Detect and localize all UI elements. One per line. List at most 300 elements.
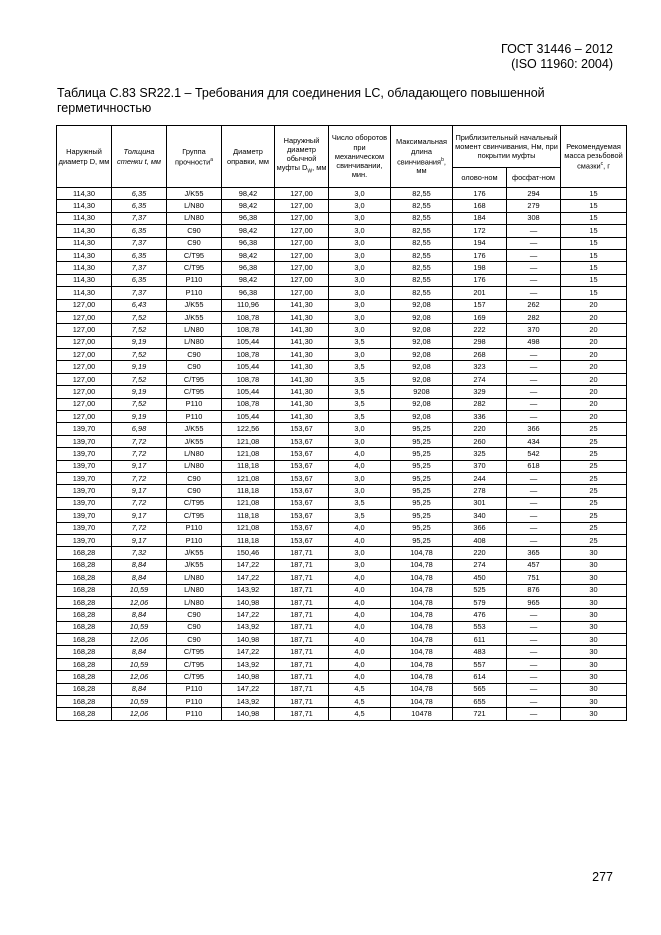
cell-strength-group: J/K55 (167, 188, 222, 200)
cell-torque-phosphate: 262 (507, 299, 561, 311)
cell-torque-phosphate: — (507, 658, 561, 670)
table-row (57, 472, 627, 484)
cell-wall-thickness: 7,52 (112, 373, 167, 385)
cell-compound-mass: 25 (561, 522, 627, 534)
cell-drift-diameter: 108,78 (222, 349, 275, 361)
cell-coupling-diameter: 153,67 (275, 472, 329, 484)
iso-reference: (ISO 11960: 2004) (511, 57, 613, 71)
cell-drift-diameter: 140,98 (222, 708, 275, 720)
cell-max-makeup-length: 82,55 (391, 237, 453, 249)
cell-outer-diameter: 139,70 (57, 497, 112, 509)
cell-outer-diameter: 127,00 (57, 398, 112, 410)
cell-wall-thickness: 7,37 (112, 287, 167, 299)
cell-outer-diameter: 114,30 (57, 200, 112, 212)
header-max-makeup-length: Максимальная длина свинчивания$^b$, мм (391, 126, 453, 188)
document-header (501, 42, 613, 72)
cell-drift-diameter: 108,78 (222, 398, 275, 410)
cell-outer-diameter: 168,28 (57, 572, 112, 584)
cell-wall-thickness: 7,37 (112, 212, 167, 224)
cell-outer-diameter: 168,28 (57, 671, 112, 683)
cell-wall-thickness: 8,84 (112, 559, 167, 571)
table-row (57, 621, 627, 633)
table-row (57, 448, 627, 460)
cell-strength-group: C90 (167, 609, 222, 621)
coupling-requirements-table (56, 125, 627, 721)
cell-drift-diameter: 105,44 (222, 361, 275, 373)
cell-strength-group: C/T95 (167, 658, 222, 670)
table-row (57, 336, 627, 348)
cell-coupling-diameter: 141,30 (275, 311, 329, 323)
cell-coupling-diameter: 127,00 (275, 200, 329, 212)
cell-torque-tin: 614 (453, 671, 507, 683)
cell-coupling-diameter: 153,67 (275, 423, 329, 435)
cell-min-turns: 4,0 (329, 646, 391, 658)
cell-compound-mass: 20 (561, 299, 627, 311)
cell-min-turns: 3,0 (329, 225, 391, 237)
cell-min-turns: 4,5 (329, 696, 391, 708)
cell-outer-diameter: 127,00 (57, 373, 112, 385)
cell-drift-diameter: 121,08 (222, 435, 275, 447)
cell-min-turns: 4,0 (329, 534, 391, 546)
cell-coupling-diameter: 141,30 (275, 411, 329, 423)
cell-strength-group: L/N80 (167, 324, 222, 336)
table-row (57, 460, 627, 472)
cell-max-makeup-length: 95,25 (391, 534, 453, 546)
header-outer-diameter: Наружный диаметр D, мм (57, 126, 112, 188)
cell-outer-diameter: 139,70 (57, 522, 112, 534)
cell-wall-thickness: 10,59 (112, 696, 167, 708)
cell-max-makeup-length: 92,08 (391, 373, 453, 385)
cell-min-turns: 4,0 (329, 460, 391, 472)
cell-compound-mass: 15 (561, 237, 627, 249)
cell-torque-tin: 525 (453, 584, 507, 596)
cell-torque-tin: 476 (453, 609, 507, 621)
cell-compound-mass: 25 (561, 423, 627, 435)
cell-max-makeup-length: 82,55 (391, 200, 453, 212)
table-row (57, 584, 627, 596)
cell-wall-thickness: 12,06 (112, 671, 167, 683)
cell-drift-diameter: 98,42 (222, 249, 275, 261)
table-row (57, 349, 627, 361)
cell-wall-thickness: 6,35 (112, 200, 167, 212)
cell-max-makeup-length: 95,25 (391, 522, 453, 534)
cell-torque-tin: 282 (453, 398, 507, 410)
cell-torque-phosphate: — (507, 373, 561, 385)
table-row (57, 274, 627, 286)
cell-strength-group: C90 (167, 225, 222, 237)
cell-compound-mass: 30 (561, 609, 627, 621)
cell-torque-phosphate: — (507, 398, 561, 410)
cell-compound-mass: 25 (561, 460, 627, 472)
cell-max-makeup-length: 104,78 (391, 658, 453, 670)
cell-drift-diameter: 147,22 (222, 559, 275, 571)
cell-min-turns: 3,0 (329, 299, 391, 311)
table-row (57, 262, 627, 274)
cell-coupling-diameter: 187,71 (275, 646, 329, 658)
cell-wall-thickness: 12,06 (112, 634, 167, 646)
cell-outer-diameter: 168,28 (57, 708, 112, 720)
cell-drift-diameter: 118,18 (222, 460, 275, 472)
cell-wall-thickness: 9,19 (112, 336, 167, 348)
cell-outer-diameter: 127,00 (57, 336, 112, 348)
table-row (57, 237, 627, 249)
cell-coupling-diameter: 153,67 (275, 435, 329, 447)
cell-coupling-diameter: 153,67 (275, 497, 329, 509)
cell-wall-thickness: 7,37 (112, 237, 167, 249)
cell-drift-diameter: 143,92 (222, 621, 275, 633)
cell-torque-tin: 565 (453, 683, 507, 695)
cell-outer-diameter: 127,00 (57, 311, 112, 323)
cell-compound-mass: 30 (561, 683, 627, 695)
cell-torque-phosphate: 308 (507, 212, 561, 224)
cell-wall-thickness: 7,72 (112, 522, 167, 534)
cell-outer-diameter: 168,28 (57, 559, 112, 571)
cell-strength-group: J/K55 (167, 299, 222, 311)
cell-torque-phosphate: 457 (507, 559, 561, 571)
cell-drift-diameter: 98,42 (222, 200, 275, 212)
table-row (57, 547, 627, 559)
cell-drift-diameter: 96,38 (222, 287, 275, 299)
cell-min-turns: 4,0 (329, 621, 391, 633)
page-number: 277 (592, 870, 613, 884)
cell-coupling-diameter: 127,00 (275, 262, 329, 274)
cell-torque-tin: 222 (453, 324, 507, 336)
cell-drift-diameter: 98,42 (222, 225, 275, 237)
cell-strength-group: C/T95 (167, 386, 222, 398)
cell-torque-tin: 450 (453, 572, 507, 584)
cell-compound-mass: 25 (561, 472, 627, 484)
cell-max-makeup-length: 82,55 (391, 188, 453, 200)
cell-compound-mass: 20 (561, 398, 627, 410)
cell-compound-mass: 30 (561, 646, 627, 658)
cell-wall-thickness: 8,84 (112, 572, 167, 584)
cell-strength-group: C90 (167, 472, 222, 484)
cell-coupling-diameter: 127,00 (275, 188, 329, 200)
cell-max-makeup-length: 92,08 (391, 336, 453, 348)
cell-coupling-diameter: 153,67 (275, 448, 329, 460)
cell-strength-group: J/K55 (167, 547, 222, 559)
cell-coupling-diameter: 153,67 (275, 522, 329, 534)
cell-compound-mass: 20 (561, 386, 627, 398)
cell-compound-mass: 30 (561, 547, 627, 559)
table-row (57, 696, 627, 708)
cell-drift-diameter: 96,38 (222, 237, 275, 249)
cell-drift-diameter: 147,22 (222, 609, 275, 621)
cell-coupling-diameter: 187,71 (275, 559, 329, 571)
table-row (57, 249, 627, 261)
cell-max-makeup-length: 104,78 (391, 671, 453, 683)
table-row (57, 510, 627, 522)
cell-max-makeup-length: 92,08 (391, 361, 453, 373)
table-row (57, 671, 627, 683)
cell-max-makeup-length: 92,08 (391, 311, 453, 323)
cell-compound-mass: 30 (561, 596, 627, 608)
cell-coupling-diameter: 153,67 (275, 485, 329, 497)
cell-drift-diameter: 121,08 (222, 522, 275, 534)
cell-torque-phosphate: 282 (507, 311, 561, 323)
cell-strength-group: L/N80 (167, 596, 222, 608)
cell-torque-tin: 169 (453, 311, 507, 323)
cell-min-turns: 4,0 (329, 584, 391, 596)
table-row (57, 497, 627, 509)
cell-wall-thickness: 9,17 (112, 460, 167, 472)
cell-wall-thickness: 6,35 (112, 188, 167, 200)
cell-strength-group: L/N80 (167, 460, 222, 472)
cell-max-makeup-length: 92,08 (391, 299, 453, 311)
header-phosphate-coating: фосфат-ном (507, 168, 561, 188)
cell-drift-diameter: 147,22 (222, 646, 275, 658)
cell-torque-phosphate: — (507, 621, 561, 633)
cell-torque-tin: 268 (453, 349, 507, 361)
cell-min-turns: 3,5 (329, 361, 391, 373)
cell-drift-diameter: 105,44 (222, 336, 275, 348)
cell-outer-diameter: 168,28 (57, 658, 112, 670)
cell-compound-mass: 20 (561, 349, 627, 361)
cell-torque-tin: 721 (453, 708, 507, 720)
cell-coupling-diameter: 141,30 (275, 398, 329, 410)
cell-outer-diameter: 168,28 (57, 547, 112, 559)
cell-min-turns: 3,0 (329, 311, 391, 323)
cell-min-turns: 4,0 (329, 522, 391, 534)
cell-torque-phosphate: 365 (507, 547, 561, 559)
header-thread-compound-mass: Рекомендуемая масса резьбовой смазки$^c$, г (561, 126, 627, 188)
cell-min-turns: 4,0 (329, 609, 391, 621)
cell-compound-mass: 15 (561, 287, 627, 299)
cell-torque-tin: 260 (453, 435, 507, 447)
cell-torque-tin: 557 (453, 658, 507, 670)
table-caption: Таблица С.83 SR22.1 – Требования для соединения LC, обладающего повышенной герметичностью (57, 86, 545, 115)
cell-max-makeup-length: 95,25 (391, 448, 453, 460)
cell-drift-diameter: 98,42 (222, 274, 275, 286)
cell-torque-phosphate: 751 (507, 572, 561, 584)
cell-strength-group: L/N80 (167, 448, 222, 460)
cell-outer-diameter: 168,28 (57, 584, 112, 596)
cell-min-turns: 3,0 (329, 485, 391, 497)
cell-wall-thickness: 10,59 (112, 621, 167, 633)
cell-torque-tin: 298 (453, 336, 507, 348)
standard-number: ГОСТ 31446 – 2012 (501, 42, 613, 56)
cell-max-makeup-length: 92,08 (391, 398, 453, 410)
cell-min-turns: 4,5 (329, 683, 391, 695)
cell-torque-tin: 336 (453, 411, 507, 423)
cell-coupling-diameter: 141,30 (275, 299, 329, 311)
cell-strength-group: P110 (167, 274, 222, 286)
cell-torque-phosphate: 434 (507, 435, 561, 447)
table-row (57, 287, 627, 299)
cell-min-turns: 4,0 (329, 671, 391, 683)
cell-drift-diameter: 105,44 (222, 386, 275, 398)
cell-torque-phosphate: 366 (507, 423, 561, 435)
cell-compound-mass: 15 (561, 225, 627, 237)
cell-wall-thickness: 6,35 (112, 249, 167, 261)
table-row (57, 225, 627, 237)
table-row (57, 311, 627, 323)
cell-drift-diameter: 143,92 (222, 584, 275, 596)
cell-torque-phosphate: — (507, 287, 561, 299)
cell-torque-phosphate: — (507, 609, 561, 621)
cell-drift-diameter: 96,38 (222, 262, 275, 274)
cell-strength-group: C/T95 (167, 249, 222, 261)
cell-min-turns: 3,0 (329, 237, 391, 249)
table-row (57, 485, 627, 497)
cell-strength-group: C/T95 (167, 373, 222, 385)
cell-strength-group: C/T95 (167, 262, 222, 274)
cell-compound-mass: 25 (561, 448, 627, 460)
cell-coupling-diameter: 127,00 (275, 212, 329, 224)
cell-min-turns: 3,0 (329, 262, 391, 274)
cell-compound-mass: 20 (561, 324, 627, 336)
cell-wall-thickness: 9,19 (112, 361, 167, 373)
cell-coupling-diameter: 187,71 (275, 609, 329, 621)
cell-wall-thickness: 10,59 (112, 658, 167, 670)
cell-wall-thickness: 7,72 (112, 472, 167, 484)
cell-torque-phosphate: — (507, 411, 561, 423)
cell-torque-tin: 172 (453, 225, 507, 237)
cell-coupling-diameter: 187,71 (275, 696, 329, 708)
cell-min-turns: 4,0 (329, 658, 391, 670)
cell-coupling-diameter: 153,67 (275, 460, 329, 472)
cell-min-turns: 3,0 (329, 423, 391, 435)
cell-max-makeup-length: 95,25 (391, 497, 453, 509)
cell-torque-phosphate: 498 (507, 336, 561, 348)
cell-max-makeup-length: 95,25 (391, 423, 453, 435)
cell-torque-tin: 655 (453, 696, 507, 708)
cell-drift-diameter: 118,18 (222, 485, 275, 497)
cell-min-turns: 3,0 (329, 349, 391, 361)
cell-max-makeup-length: 82,55 (391, 212, 453, 224)
cell-outer-diameter: 114,30 (57, 237, 112, 249)
cell-compound-mass: 25 (561, 510, 627, 522)
cell-outer-diameter: 127,00 (57, 324, 112, 336)
cell-max-makeup-length: 92,08 (391, 324, 453, 336)
cell-strength-group: P110 (167, 708, 222, 720)
cell-torque-tin: 201 (453, 287, 507, 299)
cell-compound-mass: 15 (561, 200, 627, 212)
cell-strength-group: C90 (167, 237, 222, 249)
cell-torque-phosphate: — (507, 262, 561, 274)
cell-torque-phosphate: — (507, 671, 561, 683)
header-strength-group: Группа прочности$^a$ (167, 126, 222, 188)
header-wall-thickness: Толщина стенки t, мм (112, 126, 167, 188)
cell-outer-diameter: 127,00 (57, 299, 112, 311)
cell-max-makeup-length: 104,78 (391, 559, 453, 571)
cell-strength-group: P110 (167, 411, 222, 423)
cell-torque-tin: 370 (453, 460, 507, 472)
cell-compound-mass: 30 (561, 584, 627, 596)
cell-outer-diameter: 139,70 (57, 510, 112, 522)
cell-max-makeup-length: 10478 (391, 708, 453, 720)
cell-drift-diameter: 140,98 (222, 634, 275, 646)
cell-torque-phosphate: 618 (507, 460, 561, 472)
cell-strength-group: C/T95 (167, 646, 222, 658)
cell-coupling-diameter: 127,00 (275, 237, 329, 249)
cell-wall-thickness: 8,84 (112, 609, 167, 621)
cell-wall-thickness: 9,17 (112, 510, 167, 522)
table-row (57, 423, 627, 435)
cell-outer-diameter: 114,30 (57, 212, 112, 224)
cell-coupling-diameter: 141,30 (275, 324, 329, 336)
cell-torque-phosphate: — (507, 485, 561, 497)
cell-min-turns: 3,5 (329, 411, 391, 423)
cell-coupling-diameter: 187,71 (275, 683, 329, 695)
cell-min-turns: 3,5 (329, 386, 391, 398)
cell-strength-group: J/K55 (167, 559, 222, 571)
cell-drift-diameter: 96,38 (222, 212, 275, 224)
cell-min-turns: 3,0 (329, 435, 391, 447)
table-row (57, 324, 627, 336)
cell-wall-thickness: 9,17 (112, 534, 167, 546)
cell-compound-mass: 20 (561, 361, 627, 373)
cell-max-makeup-length: 82,55 (391, 249, 453, 261)
cell-min-turns: 4,5 (329, 708, 391, 720)
cell-torque-phosphate: — (507, 683, 561, 695)
cell-strength-group: C90 (167, 621, 222, 633)
cell-strength-group: L/N80 (167, 212, 222, 224)
cell-min-turns: 3,0 (329, 472, 391, 484)
cell-torque-tin: 278 (453, 485, 507, 497)
cell-wall-thickness: 7,32 (112, 547, 167, 559)
cell-outer-diameter: 127,00 (57, 386, 112, 398)
cell-coupling-diameter: 127,00 (275, 249, 329, 261)
cell-wall-thickness: 6,98 (112, 423, 167, 435)
cell-max-makeup-length: 95,25 (391, 485, 453, 497)
cell-outer-diameter: 168,28 (57, 683, 112, 695)
cell-drift-diameter: 121,08 (222, 497, 275, 509)
cell-compound-mass: 20 (561, 411, 627, 423)
cell-compound-mass: 30 (561, 559, 627, 571)
cell-max-makeup-length: 104,78 (391, 646, 453, 658)
cell-torque-phosphate: — (507, 349, 561, 361)
cell-torque-phosphate: 279 (507, 200, 561, 212)
cell-compound-mass: 30 (561, 572, 627, 584)
cell-max-makeup-length: 104,78 (391, 696, 453, 708)
cell-coupling-diameter: 187,71 (275, 547, 329, 559)
cell-compound-mass: 15 (561, 188, 627, 200)
cell-max-makeup-length: 95,25 (391, 435, 453, 447)
cell-torque-tin: 168 (453, 200, 507, 212)
cell-outer-diameter: 168,28 (57, 634, 112, 646)
cell-torque-phosphate: — (507, 510, 561, 522)
cell-outer-diameter: 127,00 (57, 361, 112, 373)
cell-max-makeup-length: 82,55 (391, 274, 453, 286)
cell-max-makeup-length: 92,08 (391, 349, 453, 361)
cell-coupling-diameter: 187,71 (275, 572, 329, 584)
cell-torque-tin: 323 (453, 361, 507, 373)
cell-min-turns: 4,0 (329, 596, 391, 608)
cell-coupling-diameter: 141,30 (275, 349, 329, 361)
cell-wall-thickness: 6,43 (112, 299, 167, 311)
cell-coupling-diameter: 127,00 (275, 274, 329, 286)
cell-drift-diameter: 98,42 (222, 188, 275, 200)
cell-outer-diameter: 168,28 (57, 609, 112, 621)
cell-drift-diameter: 108,78 (222, 373, 275, 385)
cell-strength-group: P110 (167, 398, 222, 410)
cell-outer-diameter: 114,30 (57, 249, 112, 261)
header-drift-diameter: Диаметр оправки, мм (222, 126, 275, 188)
cell-coupling-diameter: 187,71 (275, 658, 329, 670)
cell-drift-diameter: 147,22 (222, 683, 275, 695)
cell-compound-mass: 30 (561, 671, 627, 683)
table-row (57, 572, 627, 584)
cell-compound-mass: 25 (561, 435, 627, 447)
cell-torque-tin: 244 (453, 472, 507, 484)
cell-wall-thickness: 7,72 (112, 435, 167, 447)
cell-min-turns: 3,0 (329, 547, 391, 559)
cell-torque-tin: 611 (453, 634, 507, 646)
cell-min-turns: 3,5 (329, 497, 391, 509)
cell-torque-phosphate: — (507, 386, 561, 398)
cell-wall-thickness: 9,19 (112, 411, 167, 423)
